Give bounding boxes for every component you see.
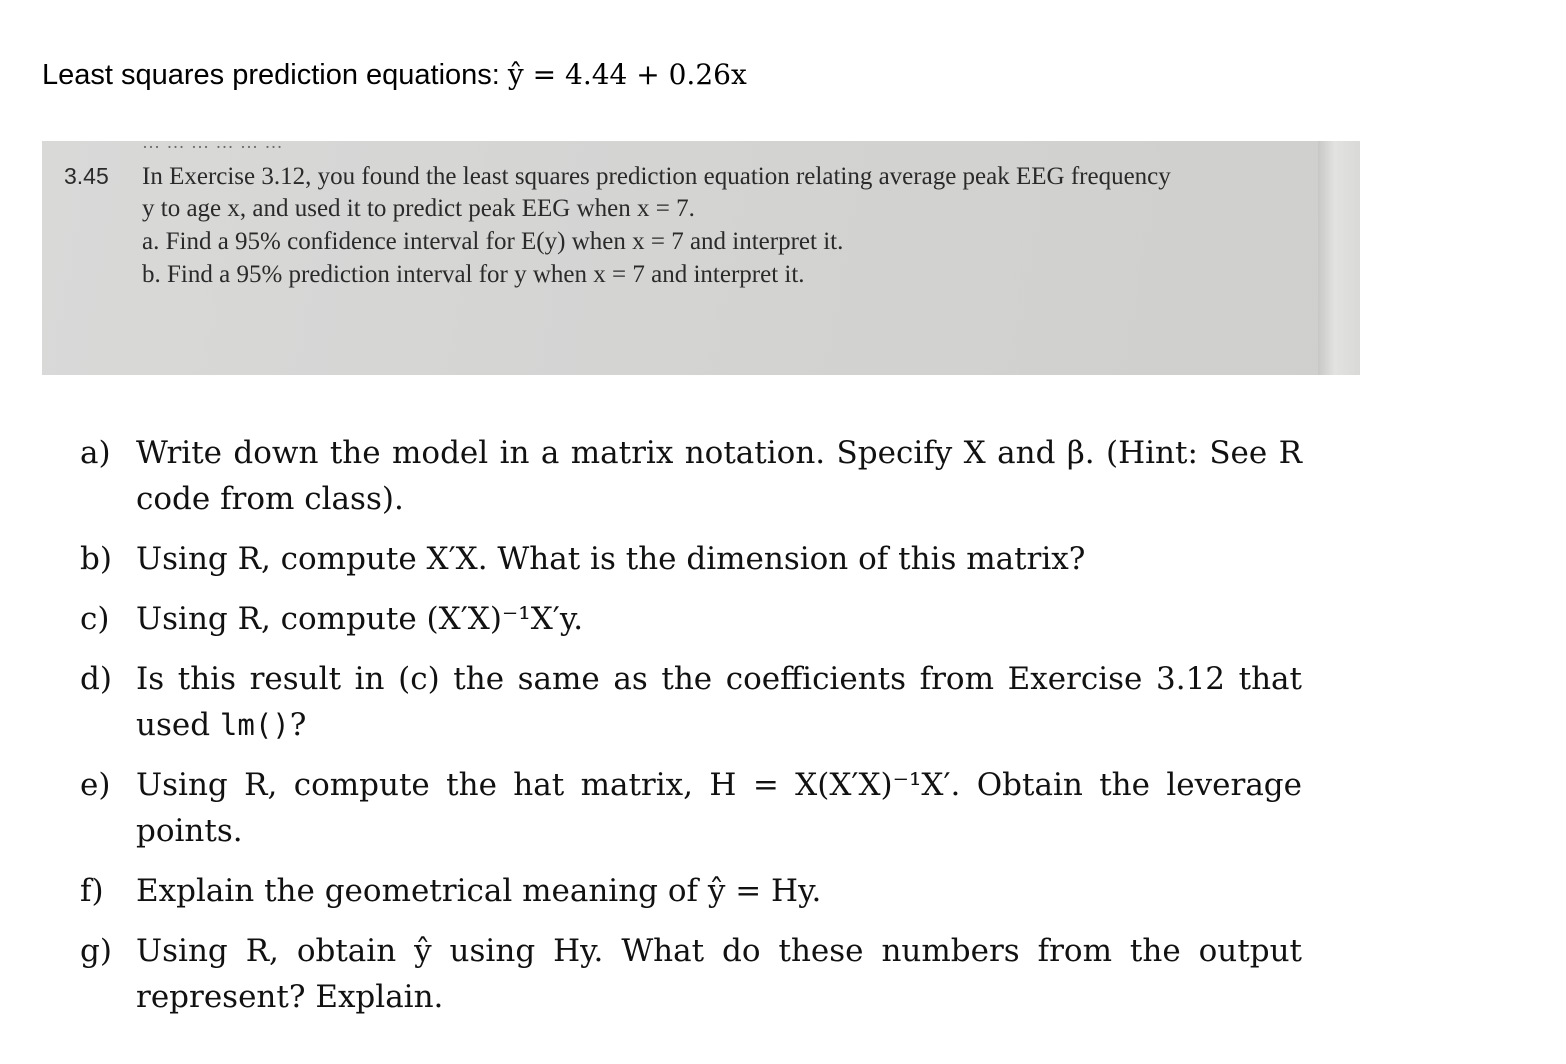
question-text: Write down the model in a matrix notation. Specify X and β. (Hint: See R code from class). [136, 435, 1302, 517]
problem-heading [42, 58, 747, 92]
exercise-part-b: b. Find a 95% prediction interval for y when x = 7 and interpret it. [142, 261, 805, 288]
question-d [80, 656, 1302, 748]
exercise-line-2: y to age x, and used it to predict peak EEG when x = 7. [142, 195, 695, 222]
question-text-end: ? [289, 707, 307, 743]
question-f [80, 868, 1302, 914]
prediction-equation: ŷ = 4.44 + 0.26x [507, 58, 747, 91]
textbook-excerpt-photo [42, 141, 1360, 375]
question-label: c) [80, 601, 110, 637]
question-text: Using R, compute X′X. What is the dimension of this matrix? [136, 541, 1086, 577]
question-b [80, 536, 1302, 582]
question-c [80, 596, 1302, 642]
question-text: Using R, compute the hat matrix, H = X(X′X)⁻¹X′. Obtain the leverage points. [136, 767, 1302, 849]
question-label: e) [80, 767, 111, 803]
question-text: Is this result in (c) the same as the coefficients from Exercise 3.12 that used [136, 661, 1302, 743]
question-text: Using R, obtain ŷ using Hy. What do these numbers from the output represent? Explain. [136, 933, 1302, 1015]
exercise-line-1: In Exercise 3.12, you found the least squares prediction equation relating average peak EEG frequency [142, 163, 1171, 190]
code-snippet: lm() [219, 708, 290, 742]
question-label: f) [80, 873, 104, 909]
cut-off-text-line: … … … … … … [142, 141, 284, 152]
question-label: b) [80, 541, 112, 577]
question-text: Using R, compute (X′X)⁻¹X′y. [136, 601, 584, 637]
question-e [80, 762, 1302, 854]
question-label: d) [80, 661, 112, 697]
question-g [80, 928, 1302, 1020]
heading-text: Least squares prediction equations: [42, 59, 500, 91]
question-list [80, 430, 1302, 1034]
exercise-part-a: a. Find a 95% confidence interval for E(y) when x = 7 and interpret it. [142, 228, 844, 255]
book-spine-shadow [1318, 141, 1360, 375]
question-text: Explain the geometrical meaning of ŷ = Hy. [136, 873, 822, 909]
question-label: a) [80, 435, 111, 471]
exercise-number: 3.45 [64, 163, 109, 189]
question-a [80, 430, 1302, 522]
question-label: g) [80, 933, 112, 969]
